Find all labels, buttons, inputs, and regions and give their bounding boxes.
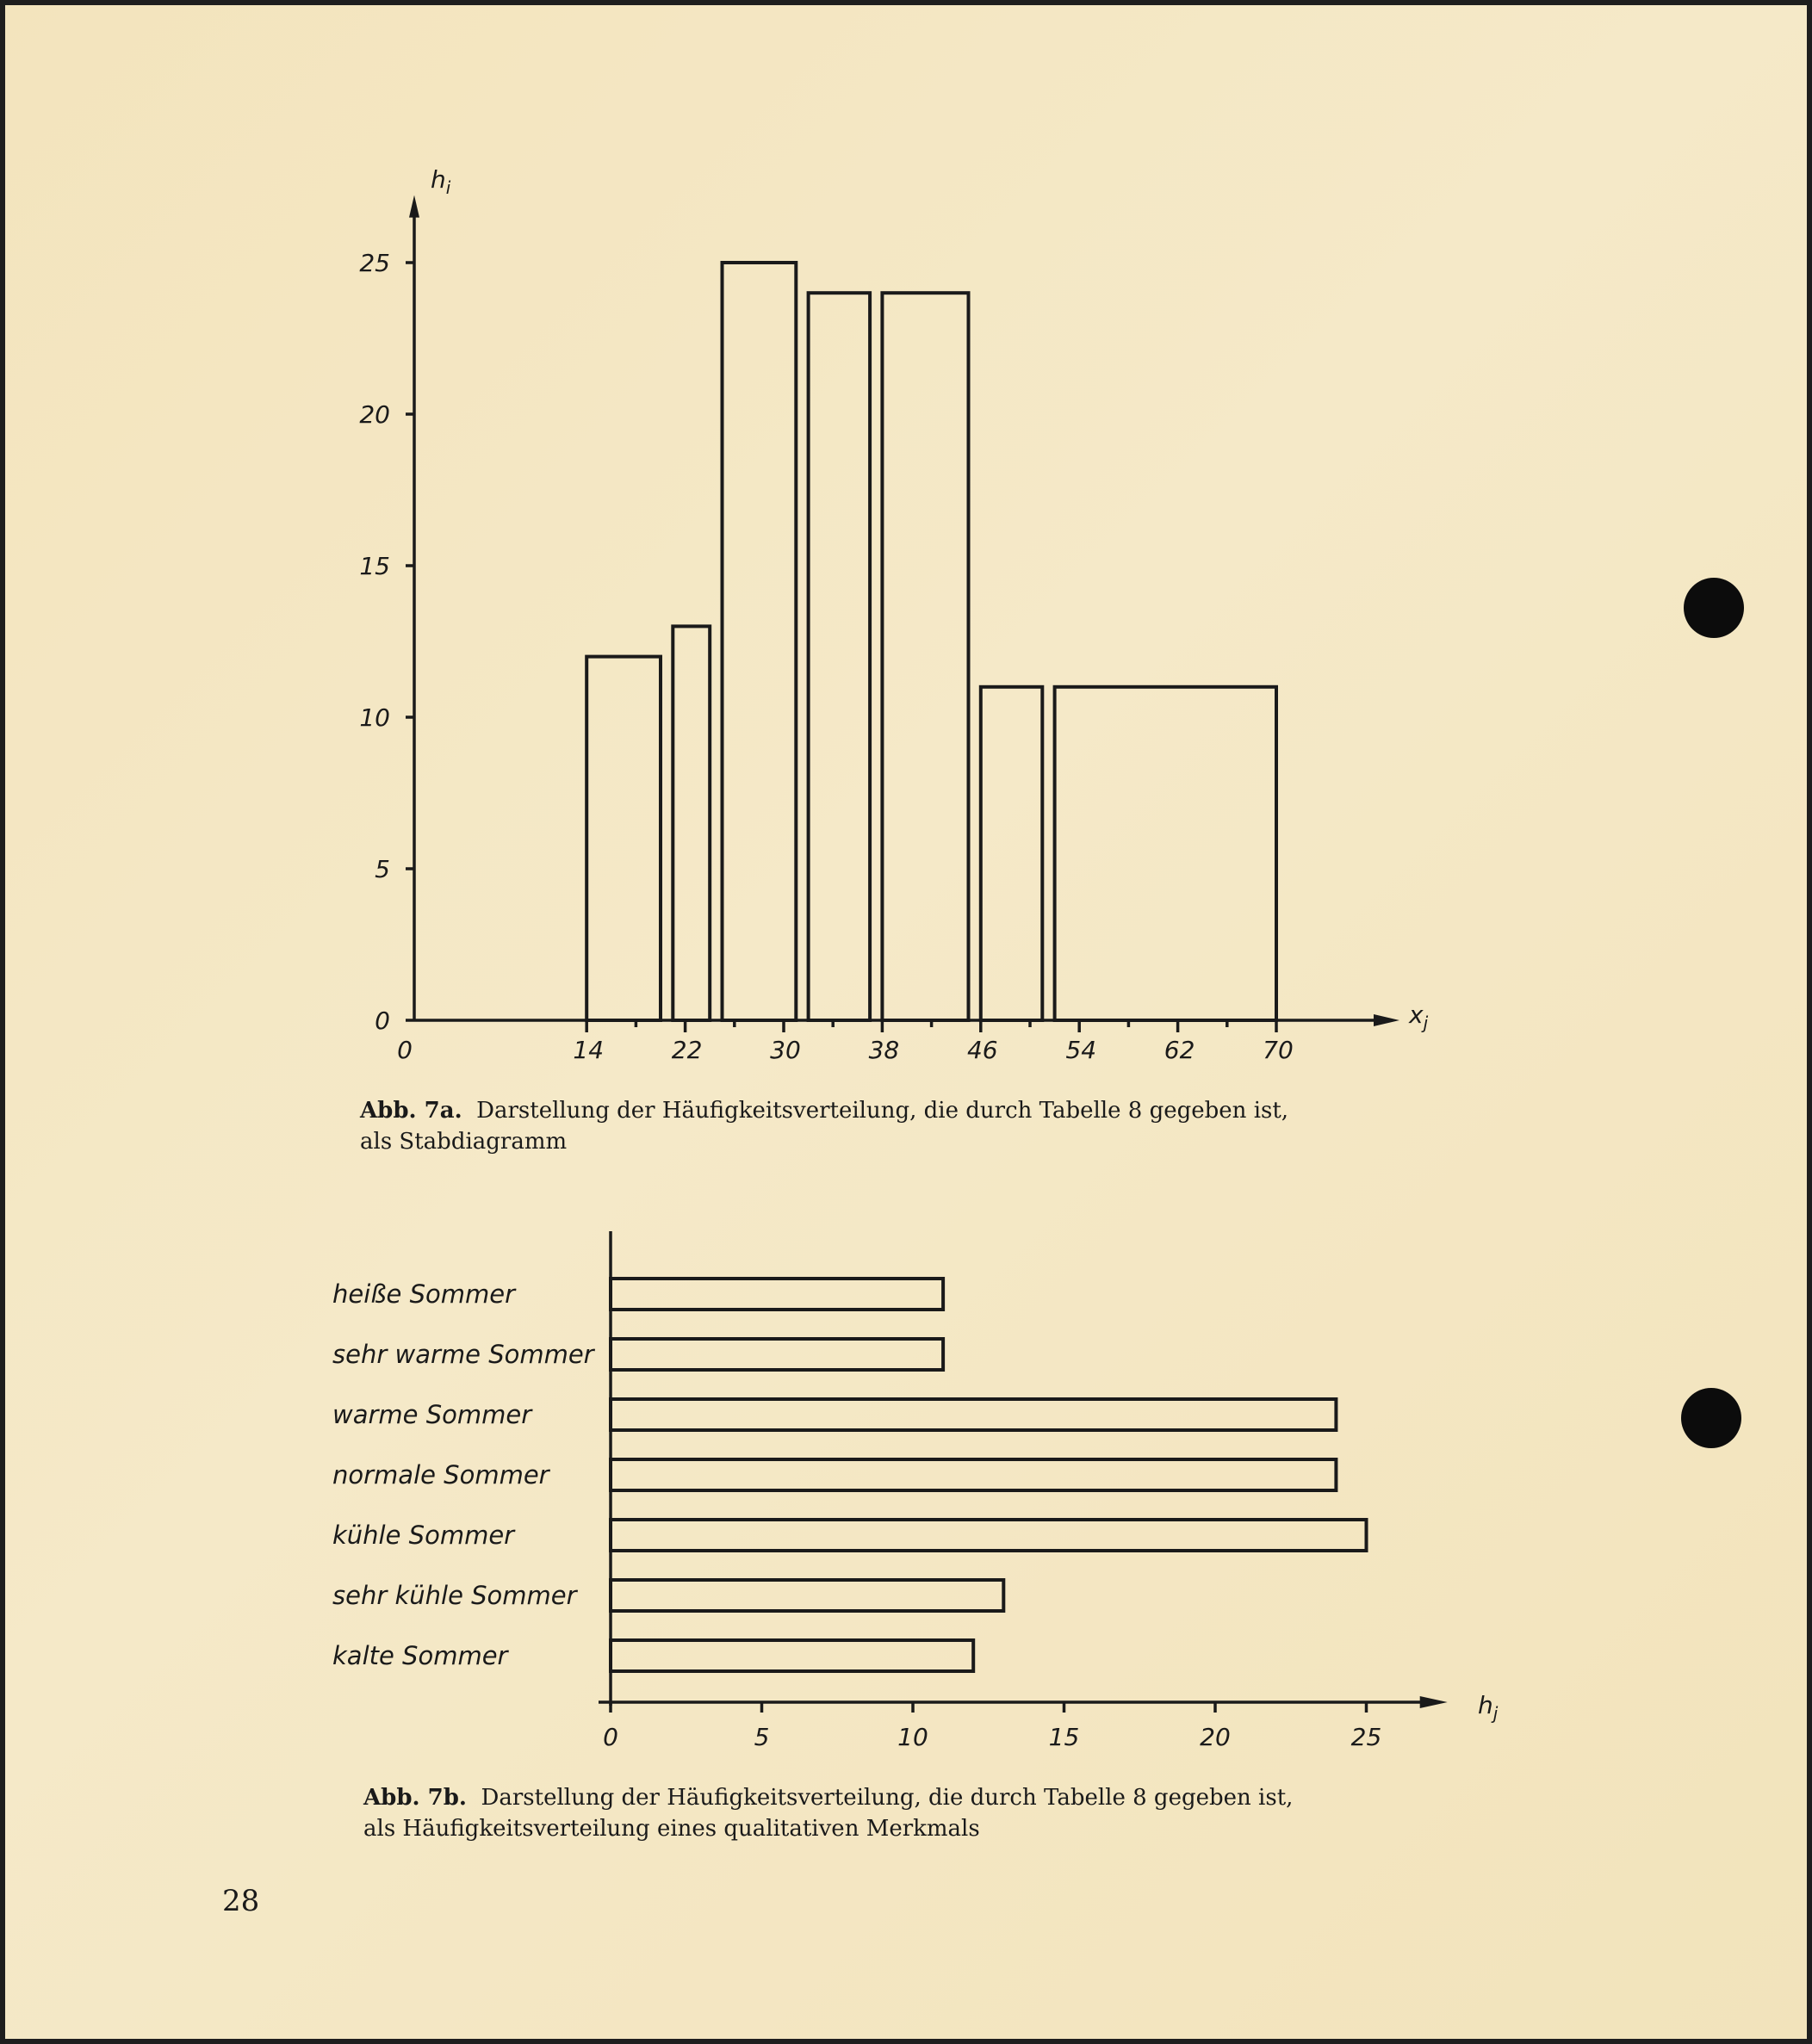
x-tick-label: 46 [966, 1036, 998, 1064]
figure-7b-caption-line2: als Häufigkeitsverteilung eines qualitativen Merkmals [363, 1816, 980, 1842]
category-label: normale Sommer [332, 1460, 549, 1490]
page-number: 28 [222, 1884, 260, 1918]
category-bar-1 [611, 1279, 943, 1310]
figure-7b-caption [363, 1782, 1293, 1844]
x-tick-label: 0 [397, 1036, 413, 1064]
x-tick-label: 38 [868, 1036, 900, 1064]
category-bar-3 [611, 1399, 1336, 1430]
x-tick-label: 54 [1065, 1036, 1097, 1064]
y-tick-label: 25 [359, 249, 390, 277]
x-axis-arrow-b [1420, 1696, 1448, 1708]
category-label: sehr kühle Sommer [332, 1581, 577, 1610]
x-tick-label-b: 10 [897, 1723, 928, 1751]
figure-7b-label: Abb. 7b. [363, 1785, 467, 1811]
figure-7a-caption-line1: Darstellung der Häufigkeitsverteilung, die durch Tabelle 8 gegeben ist, [476, 1098, 1289, 1124]
x-tick-label: 22 [671, 1036, 703, 1064]
x-tick-label: 30 [770, 1036, 801, 1064]
figure-7b-caption-line1: Darstellung der Häufigkeitsverteilung, die durch Tabelle 8 gegeben ist, [481, 1785, 1294, 1811]
x-tick-label: 14 [573, 1036, 605, 1064]
x-tick-label: 70 [1263, 1036, 1294, 1064]
y-tick-label: 0 [375, 1007, 390, 1035]
x-tick-label-b: 25 [1350, 1723, 1382, 1751]
x-tick-label-b: 5 [754, 1723, 770, 1751]
category-label: kalte Sommer [332, 1641, 508, 1670]
x-axis-label-b: $h_j$ [1478, 1691, 1499, 1724]
y-tick-label: 20 [359, 400, 390, 429]
y-tick-label: 15 [359, 552, 390, 580]
x-tick-label-b: 20 [1200, 1723, 1231, 1751]
y-tick-label: 10 [359, 703, 390, 732]
figure-7a-label: Abb. 7a. [360, 1098, 462, 1124]
category-bar-7 [611, 1640, 973, 1671]
x-tick-label-b: 0 [603, 1723, 618, 1751]
category-bar-5 [611, 1520, 1367, 1551]
y-tick-label: 5 [375, 855, 390, 883]
y-axis-label: $h_i$ [431, 165, 451, 198]
x-axis-label: $x_j$ [1409, 1000, 1429, 1033]
category-bar-6 [611, 1580, 1003, 1611]
category-label: warme Sommer [332, 1400, 532, 1429]
category-label: sehr warme Sommer [332, 1340, 594, 1369]
category-bar-2 [611, 1339, 943, 1370]
x-tick-label-b: 15 [1048, 1723, 1080, 1751]
category-label: kühle Sommer [332, 1521, 515, 1550]
category-bar-4 [611, 1459, 1336, 1490]
category-label: heiße Sommer [332, 1279, 516, 1309]
figure-7a-caption-line2: als Stabdiagramm [360, 1129, 568, 1155]
x-tick-label: 62 [1164, 1036, 1195, 1064]
